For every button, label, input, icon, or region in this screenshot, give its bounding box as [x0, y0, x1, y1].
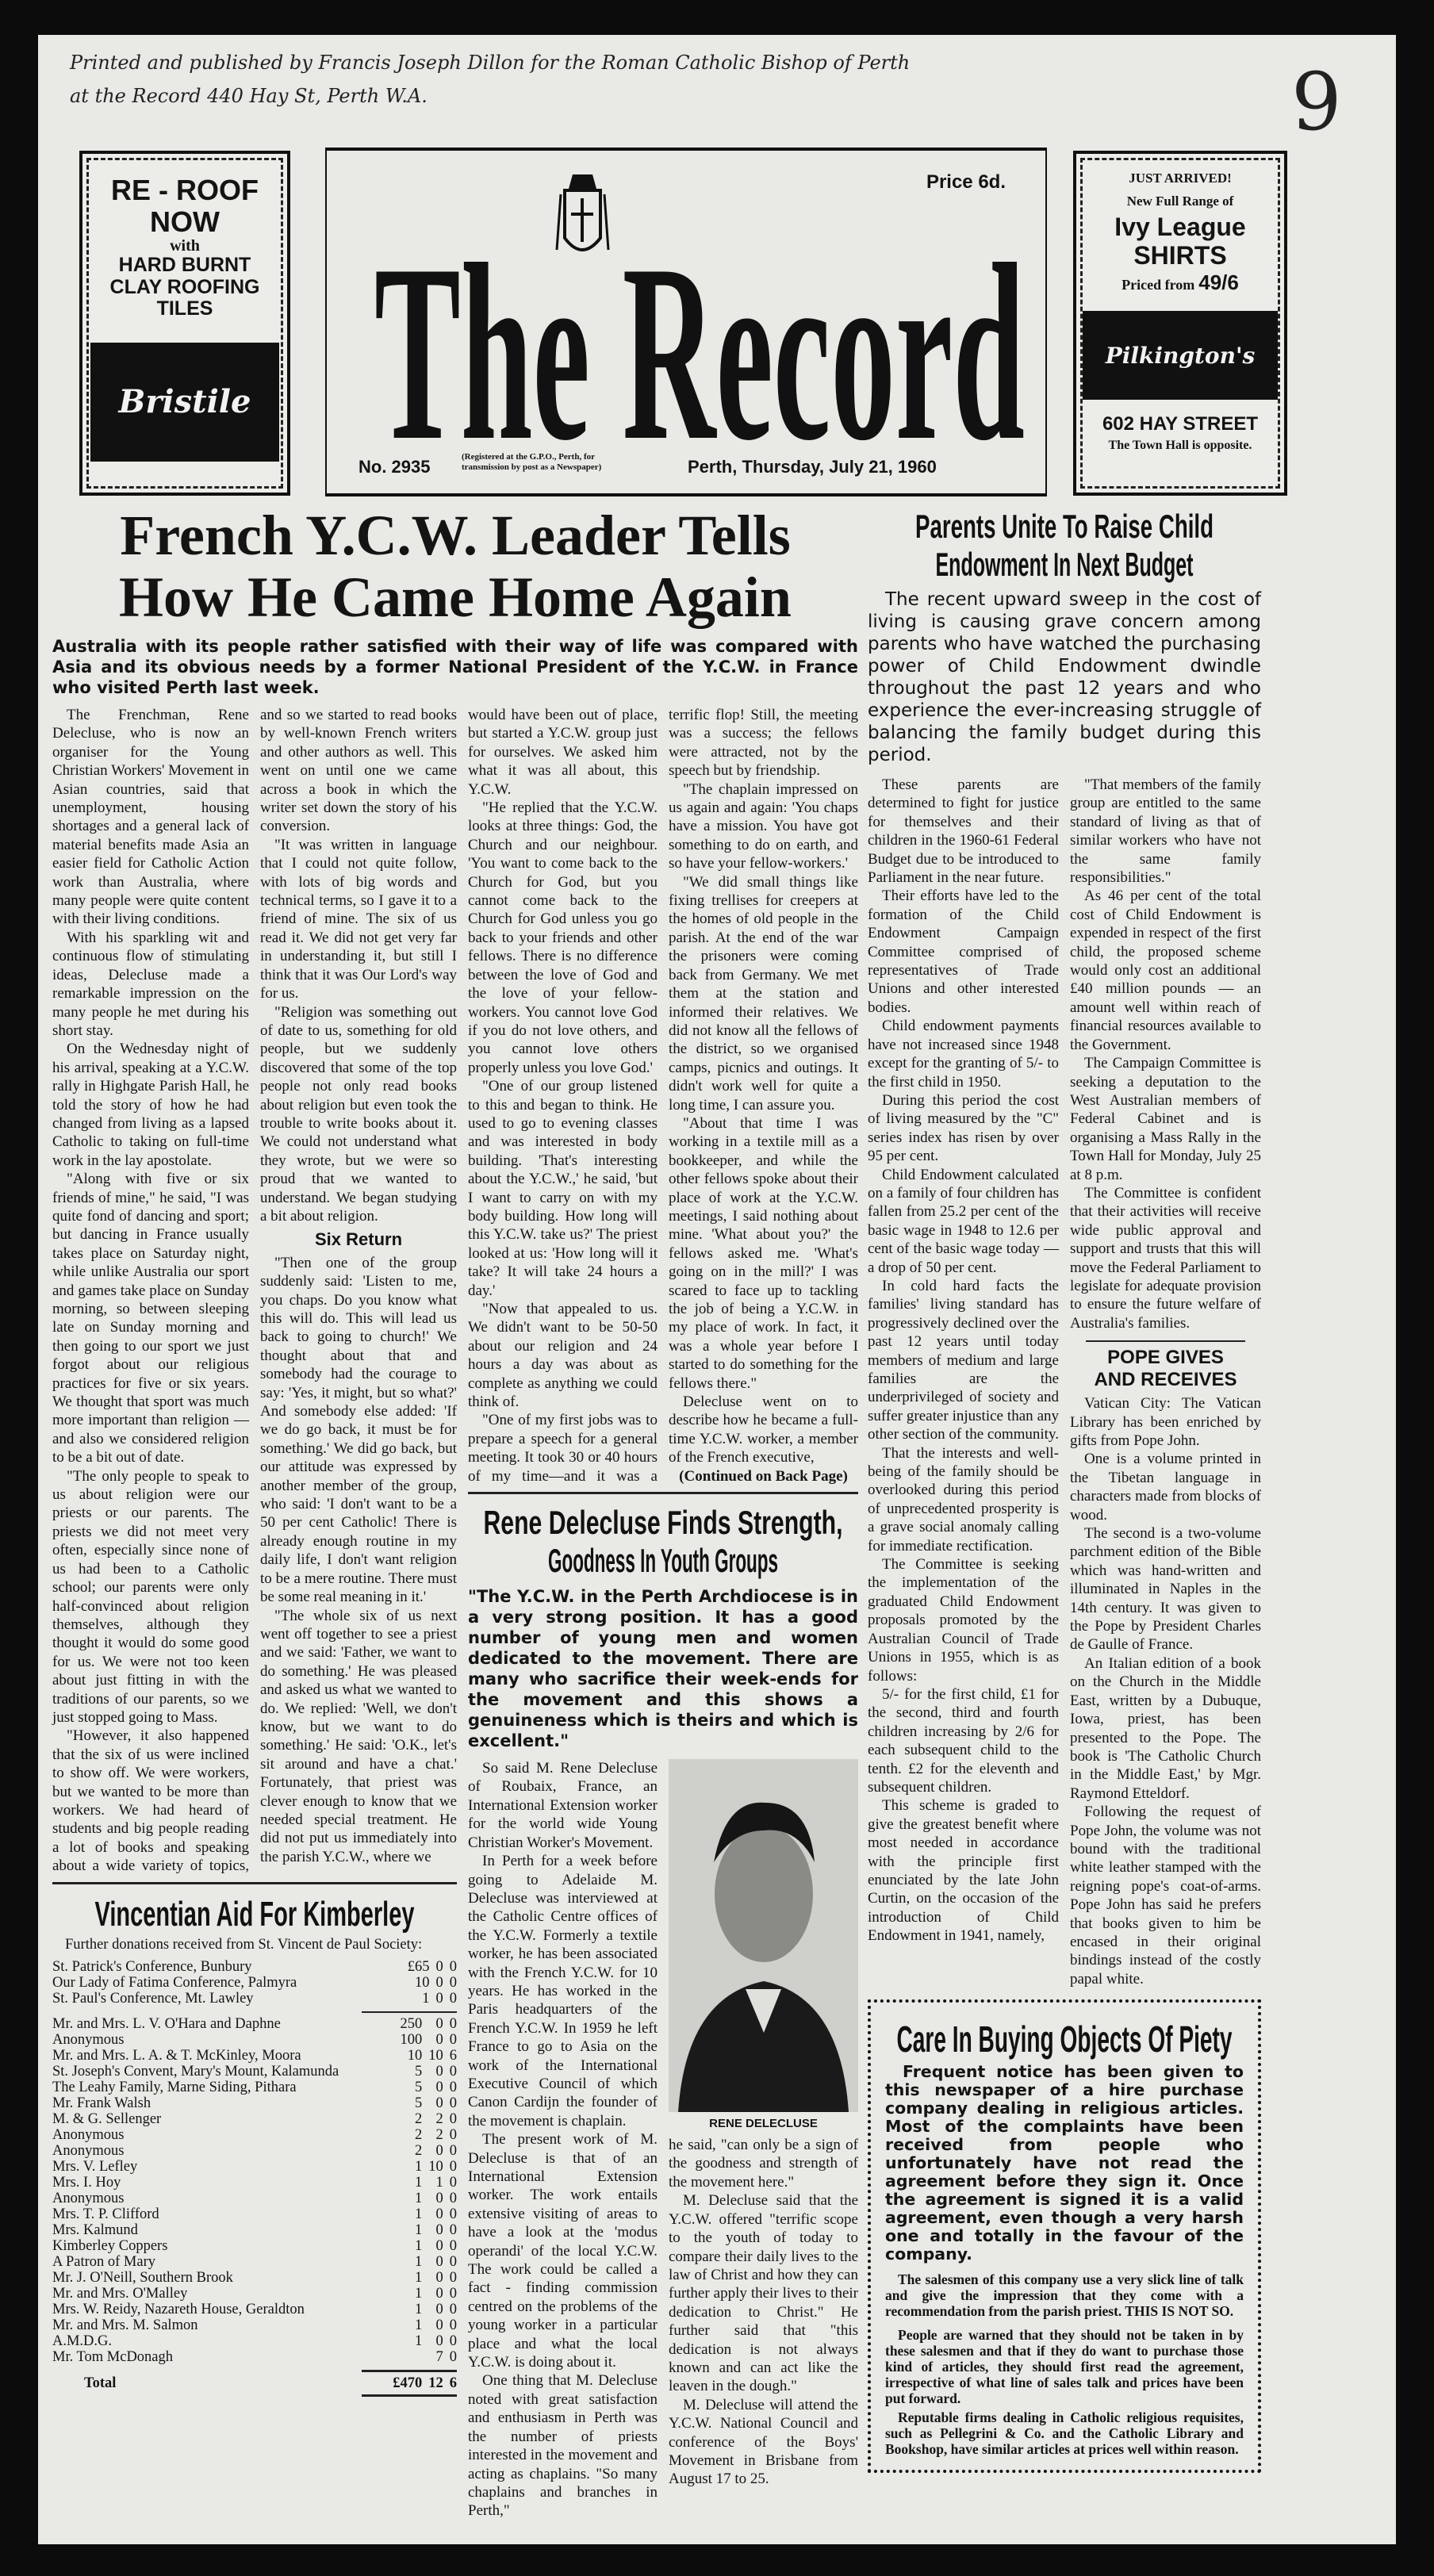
donation-name: Mr. and Mrs. L. V. O'Hara and Daphne	[52, 2015, 281, 2032]
ad-line: SHIRTS	[1133, 240, 1227, 270]
donation-shillings: 0	[435, 2015, 443, 2032]
ad-line: New Full Range of	[1126, 193, 1234, 209]
donation-pence: 0	[449, 2158, 457, 2175]
paragraph: Child endowment payments have not increased since 1948 except for the granting of 5/- to the first child in 1950.	[868, 1018, 1059, 1091]
endowment-headline	[868, 504, 1261, 584]
donation-pence: 0	[449, 2095, 457, 2111]
donation-pence: 0	[449, 2301, 457, 2317]
donation-pounds: 5	[415, 2079, 423, 2095]
piety-lead: Frequent notice has been given to this newspaper of a hire purchase company dealing in religious articles. Most of the complaints have been received from people who unfortunately have not read the agreement before they sign it. Once the agreement is signed it is a valid agreement, even though a very harsh one and totally in the favour of the company.	[885, 2062, 1244, 2264]
donation-shillings: 10	[428, 2158, 443, 2175]
paragraph: "Religion was something out of date to us, something for old people, but we suddenly discovered that some of the top people not only read books about religion but even took the trouble to write books about it. We could not understand what they wrote, but we were so proud that we wanted to understand. We began studying a bit about religion.	[260, 1003, 457, 1225]
donation-shillings: 0	[435, 2095, 443, 2111]
delecluse-column-2	[669, 1759, 858, 2489]
delecluse-columns	[468, 1759, 858, 2520]
masthead-title	[327, 151, 1045, 446]
donation-pounds: 1	[422, 1990, 430, 2007]
donation-shillings: 2	[435, 2110, 443, 2127]
donations-total	[52, 2375, 457, 2391]
donation-shillings: 0	[435, 1958, 443, 1975]
paragraph: The Committee is seeking the implementation of the graduated Child Endowment proposals promoted by the Australian Council of Trade Unions in 1955, which is as follows:	[868, 1556, 1059, 1685]
donation-pence: 0	[449, 1958, 457, 1975]
donation-shillings: 0	[435, 2142, 443, 2159]
donation-name: Mrs. Kalmund	[52, 2221, 138, 2238]
donation-pounds: 250	[400, 2015, 423, 2032]
paragraph: That the interests and well-being of the family should be overlooked during this period of unprecedented prosperity is a grave social anomaly calling for immediate rectification.	[868, 1444, 1059, 1554]
paragraph: "That members of the family group are entitled to the same standard of living as that of similar workers who have not the same family responsibilities."	[1070, 776, 1261, 887]
paragraph: "About that time I was working in a textile mill as a bookkeeper, and while the other fellows spoke about their place of work at the Y.C.W. meetings, I said nothing about mine. 'What about you?' the fellows asked me. 'What's going on in the mill?' I was scared to face up to tackling the job of being a Y.C.W. in my place of work. In fact, it was a whole year before I started to do something for the fellows there."	[669, 1114, 858, 1392]
paragraph: Delecluse went on to describe how he became a full-time Y.C.W. worker, a member of the French executive,	[669, 1393, 858, 1466]
photo-caption: RENE DELECLUSE	[709, 2117, 818, 2131]
donation-name: Mr. and Mrs. L. A. & T. McKinley, Moora	[52, 2047, 301, 2064]
handwritten-page-mark: 9	[1291, 56, 1342, 148]
donation-shillings: 0	[435, 2269, 443, 2286]
donation-pence: 0	[449, 2348, 457, 2365]
donation-name: Anonymous	[52, 2190, 125, 2206]
donation-pounds: 1	[415, 2269, 423, 2286]
donation-name: Mr. J. O'Neill, Southern Brook	[52, 2269, 233, 2286]
masthead-title-text: The Record	[374, 213, 1025, 446]
donation-pounds: 1	[415, 2253, 423, 2270]
page-body	[38, 504, 1396, 2520]
donation-pence: 0	[449, 2110, 457, 2127]
paragraph: Vatican City: The Vatican Library has been enriched by gifts from Pope John.	[1070, 1395, 1261, 1449]
paragraph: "It was written in language that I could not quite follow, with lots of big words and technical terms, so I gave it to a friend of mine. The six of us read it. We did not get very far in understanding it, but still I think that it was Our Lord's way for us.	[260, 836, 457, 1002]
donation-name: Anonymous	[52, 2031, 125, 2048]
donation-shillings: 0	[435, 2285, 443, 2302]
donation-shillings: 0	[435, 2190, 443, 2206]
donation-pounds: 5	[415, 2095, 423, 2111]
left-columns	[52, 706, 858, 2520]
endowment-deck: The recent upward sweep in the cost of living is causing grave concern among parents who have watched the purchasing power of Child Endowment dwindle throughout the past 12 years and who experience the ever-increasing struggle of balancing the family budget during this period.	[868, 589, 1261, 765]
donations-table-individuals	[52, 2016, 457, 2365]
delecluse-body-part-1	[468, 1759, 658, 2520]
donation-row	[52, 2159, 457, 2175]
donation-row	[52, 1959, 457, 1975]
donation-pounds: 2	[415, 2142, 423, 2159]
subheading: Six Return	[314, 1229, 403, 1250]
delecluse-headline	[468, 1501, 858, 1580]
donation-shillings: 0	[435, 2031, 443, 2048]
donation-row	[52, 2016, 457, 2032]
donation-row	[52, 2191, 457, 2206]
paragraph: In cold hard facts the families' living standard has progressively declined over the past 12 years until today members of medium and large families are the underprivileged of society and suffer greater injustice than any other section of the community.	[868, 1277, 1059, 1443]
donation-pounds: 1	[415, 2285, 423, 2302]
donation-shillings: 0	[435, 2237, 443, 2254]
donation-shillings: 0	[435, 1990, 443, 2007]
headline-line: How He Came Home Again	[119, 565, 792, 629]
donation-shillings: 10	[428, 2047, 443, 2064]
donation-pounds: 5	[415, 2063, 423, 2080]
pope-body	[1070, 1394, 1261, 1988]
piety-headline-text: Care In Buying Objects Of Piety	[896, 2018, 1233, 2060]
shirts-advert	[1073, 151, 1287, 496]
headline-line: Goodness In Youth Groups	[548, 1542, 778, 1580]
donation-pounds: 1	[415, 2221, 423, 2238]
donation-pounds: 1	[415, 2190, 423, 2206]
masthead	[325, 148, 1047, 496]
donation-shillings: 7	[435, 2348, 443, 2365]
ycw-deck: Australia with its people rather satisfied with their way of life was compared with Asia and its obvious needs by a former National President of the Y.C.W. in France who visited Perth last week.	[52, 637, 858, 697]
right-half	[468, 706, 858, 2520]
donation-row	[52, 1991, 457, 2007]
donation-name: The Leahy Family, Marne Siding, Pithara	[52, 2079, 297, 2095]
donation-row	[52, 2286, 457, 2302]
headline-line: French Y.C.W. Leader Tells	[120, 504, 791, 567]
donation-row	[52, 2222, 457, 2238]
donation-row	[52, 2270, 457, 2286]
donation-name: Mrs. I. Hoy	[52, 2174, 121, 2191]
donation-pence: 0	[449, 2063, 457, 2080]
endowment-column-2	[1070, 776, 1261, 1988]
dateline: Perth, Thursday, July 21, 1960	[688, 457, 937, 477]
ad-line: Ivy League	[1114, 213, 1246, 242]
paragraph: On the Wednesday night of his arrival, speaking at a Y.C.W. rally in Highgate Parish Hall, he told the story of how he had changed from living as a lapsed Catholic to taking on full-time work in the lay apostolate.	[52, 1041, 249, 1169]
paragraph: Their efforts have led to the formation of the Child Endowment Campaign Committee comprised of representatives of Trade Unions and other interested bodies.	[868, 887, 1059, 1016]
donation-pounds: 1	[415, 2317, 423, 2333]
paragraph: "We did small things like fixing trellises for creepers at the homes of old people in the parish. At the end of the war the prisoners were coming back from Germany. We met them at the station and informed their relatives. We did not know all the fellows of the district, so we organised camps, picnics and outings. It didn't work well for quite a long time, I can assure you.	[669, 873, 858, 1114]
donation-shillings: 0	[435, 2079, 443, 2095]
donation-pence: 6	[449, 2047, 457, 2064]
donation-row	[52, 2302, 457, 2317]
ad-line: NOW	[150, 205, 220, 238]
donation-name: Mrs. V. Lefley	[52, 2158, 138, 2175]
donation-name: A Patron of Mary	[52, 2253, 155, 2270]
donation-row	[52, 2032, 457, 2048]
page-header	[38, 35, 1396, 504]
paragraph: The present work of M. Delecluse is that of an International Extension worker. The work entails extensive visiting of areas to have a look at the 'modus operandi' of the local Y.C.W. The work could be called a fact - finding commission centred on the problems of the young worker in a particular place and what the local Y.C.W. is doing about it.	[468, 2131, 658, 2371]
donation-name: Anonymous	[52, 2142, 125, 2159]
total-pounds: £470	[393, 2375, 423, 2391]
donation-row	[52, 2111, 457, 2127]
paragraph: he said, "can only be a sign of the goodness and strength of the movement here."	[669, 2137, 858, 2191]
donation-row	[52, 2238, 457, 2254]
ad-note: The Town Hall is opposite.	[1108, 438, 1252, 452]
price-label: Priced from	[1122, 276, 1195, 293]
paragraph: Child Endowment calculated on a family of four children has fallen from 25.2 per cent of the basic wage in 1948 to 12.6 per cent of the basic wage today — a drop of 50 per cent.	[868, 1166, 1059, 1276]
ad-line: JUST ARRIVED!	[1129, 171, 1232, 186]
donation-name: St. Patrick's Conference, Bunbury	[52, 1958, 252, 1975]
paragraph: "One of our group listened to this and began to think. He used to go to evening classes and was interested in body building. 'That's interesting about the Y.C.W.,' he said, 'but I want to carry on with my body building. How long will this Y.C.W. take us?' The priest looked at us: 'How long will it take? It will take 24 hours a day.'	[468, 1078, 658, 1299]
donation-pence: 0	[449, 2031, 457, 2048]
headline-line: Rene Delecluse Finds Strength,	[483, 1504, 843, 1542]
handwritten-imprint-line-2: at the Record 440 Hay St, Perth W.A.	[70, 85, 428, 107]
donation-pounds: 1	[415, 2206, 423, 2222]
endowment-body-col-1	[868, 776, 1059, 1945]
donation-pence: 0	[449, 2269, 457, 2286]
donation-pounds: 2	[415, 2110, 423, 2127]
paragraph: The second is a two-volume parchment edition of the Bible which was hand-written and illuminated in Naples in the 14th century. It was given to the Pope by President Charles de Gaulle of France.	[1070, 1525, 1261, 1654]
paragraph: These parents are determined to fight for justice for themselves and their children in the 1960-61 Federal Budget due to be introduced to Parliament in the near future.	[868, 776, 1059, 887]
donation-name: St. Joseph's Convent, Mary's Mount, Kalamunda	[52, 2063, 339, 2080]
donation-shillings: 0	[435, 2063, 443, 2080]
donation-shillings: 0	[435, 2253, 443, 2270]
donation-name: Mrs. T. P. Clifford	[52, 2206, 159, 2222]
donation-name: A.M.D.G.	[52, 2333, 113, 2349]
donation-pence: 0	[449, 2174, 457, 2191]
paragraph: With his sparkling wit and continuous flow of stimulating ideas, Delecluse made a remarkable impression on the many people he met during his short stay.	[52, 929, 249, 1039]
piety-paragraph: Reputable firms dealing in Catholic religious requisites, such as Pellegrini & Co. and the Catholic Library and Bookshop, have similar articles at prices well within reason.	[885, 2409, 1244, 2458]
vincentian-headline	[52, 1891, 457, 1934]
donation-pounds: 1	[415, 2301, 423, 2317]
paragraph: So said M. Rene Delecluse of Roubaix, France, an International Extension worker for the world wide Young Christian Worker's Movement.	[468, 1760, 658, 1851]
donation-pence: 0	[449, 2206, 457, 2222]
paragraph: One is a volume printed in the Tibetan language in characters made from blocks of wood.	[1070, 1451, 1261, 1524]
paragraph: "However, it also happened that the six of us were inclined to show off. We were workers, but we wanted to be more than workers. We had heard of students and big people reading a lot of books and speaking about a wide variety of topics, and so we started to read books by well-known French writers and other authors as well. This went on until one we came across a book in which the writer set down the story of his conversion.	[52, 707, 457, 1875]
price: Price 6d.	[926, 171, 1006, 193]
ycw-body-part-2	[468, 706, 858, 1485]
vincentian-notice	[52, 1891, 457, 2397]
paragraph: "The whole six of us next went off together to see a priest and we said: 'Father, we want to do something.' He was pleased and asked us what we wanted to do. We replied: 'Well, we don't know, but we want to do something.' He said: 'O.K., let's sit around and have a chat.' Fortunately, that priest was clever enough to know that we needed special treatment. He did not put us immediately into the parish Y.C.W., where we	[260, 1607, 457, 1865]
divider	[1086, 1340, 1245, 1342]
paragraph: "Then one of the group suddenly said: 'Listen to me, you chaps. Do you know what this will do. This will lead us back to going to church!' We thought about that and somebody had the courage to say: 'Yes, it might, but so what?' And somebody else added: 'If we do go back, it must be for something.' We did go back, but our attitude was expressed by another member of the group, who said: 'I don't want to be a 50 per cent Catholic! There is already enough routine in my daily life, I don't want religion to be a mere routine. There must be some real meaning in it.'	[260, 1254, 457, 1606]
headline-line: POPE GIVES	[1107, 1347, 1224, 1369]
donation-shillings: 0	[435, 2206, 443, 2222]
rene-delecluse-photo	[669, 1759, 858, 2112]
paragraph: M. Delecluse said that the Y.C.W. offered "terrific scope to the youth of today to compare their daily lives to the law of Christ and how they can further apply their lives to their dedication to Christ." He further said that "this dedication is not always known and can act like the leaven in the dough."	[669, 2192, 858, 2395]
vincentian-intro: Further donations received from St. Vincent de Paul Society:	[65, 1936, 423, 1953]
ad-line: with	[170, 237, 200, 255]
donation-pounds: 1	[415, 2158, 423, 2175]
delecluse-deck: "The Y.C.W. in the Perth Archdiocese is in a very strong position. It has a good number of young men and women dedicated to the movement. There are many who sacrifice their week-ends for the movement and this shows a genuineness which is theirs and which is excellent."	[468, 1587, 858, 1751]
donation-row	[52, 2317, 457, 2333]
donation-row	[52, 2175, 457, 2191]
donation-pounds: 2	[415, 2126, 423, 2143]
donation-name: St. Paul's Conference, Mt. Lawley	[52, 1990, 254, 2007]
paragraph: The Frenchman, Rene Delecluse, who is now an organiser for the Young Christian Workers' Movement in Asian countries, said that unemployment, housing shortages and a general lack of material benefits made Asia an easier field for Catholic Action work than Australia, where many people were quite content with their living conditions.	[52, 707, 249, 928]
right-region	[868, 504, 1261, 2520]
paragraph: During this period the cost of living measured by the "C" series index has risen by over 95 per cent.	[868, 1091, 1059, 1165]
donation-pounds	[394, 2349, 423, 2365]
donation-name: Mr. Tom McDonagh	[52, 2348, 174, 2365]
paragraph: "One of my first jobs was to prepare a speech for a general meeting. It took 30 or 40 hours of my time—and it was a terrific flop! Still, the meeting was a success; the fellows were attracted, not by the speech but by friendship.	[468, 707, 858, 1485]
paragraph: In Perth for a week before going to Adelaide M. Delecluse was interviewed at the Catholic Centre offices of the Y.C.W. Formerly a textile worker, he has been associated with the French Y.C.W. for 10 years. He has worked in the Paris headquarters of the French Y.C.W. In 1959 he left France to go to Asia on the work of the International Executive Council of which Canon Cardijn the founder of the movement is chaplain.	[468, 1853, 658, 2129]
donation-name: Mr. and Mrs. M. Salmon	[52, 2317, 198, 2333]
donation-pounds: 100	[400, 2031, 423, 2048]
donation-pence: 0	[449, 1990, 457, 2007]
donation-shillings: 2	[435, 2126, 443, 2143]
donation-row	[52, 2349, 457, 2365]
paragraph: The Campaign Committee is seeking a deputation to the West Australian members of Federal Cabinet and is organising a Mass Rally in the Town Hall for Monday, July 25 at 8 p.m.	[1070, 1055, 1261, 1183]
paragraph: An Italian edition of a book on the Church in the Middle East, written by a Dubuque, Iowa, priest, has been presented to the Pope. The book is 'The Catholic Church in the Middle East,' by Mgr. Raymond Etteldorf.	[1070, 1654, 1261, 1802]
delecluse-body-part-2	[669, 2136, 858, 2489]
total-label: Total	[84, 2375, 117, 2391]
piety-paragraph: The salesmen of this company use a very slick line of talk and give the impression that they come with a recommendation from the parish priest. THIS IS NOT SO.	[885, 2271, 1244, 2320]
pope-article	[1070, 1347, 1261, 1988]
headline-line: Endowment In Next Budget	[935, 546, 1194, 583]
paragraph: "Now that appealed to us. We didn't want to be 50-50 about our religion and 24 hours a day was about as complete as anything we could think of.	[468, 1301, 658, 1411]
portrait-icon	[669, 1759, 858, 2112]
divider	[52, 1882, 457, 1884]
donation-row	[52, 2095, 457, 2111]
donation-row	[52, 2127, 457, 2143]
issue-number: No. 2935	[358, 457, 431, 477]
paragraph: The Committee is confident that their activities will receive wide public approval and support and trusts that this will move the Federal Parliament to legislate for adequate provision to ensure the future welfare of Australia's families.	[1070, 1184, 1261, 1332]
donation-shillings: 0	[435, 1974, 443, 1991]
donation-shillings: 0	[435, 2333, 443, 2349]
paragraph: "The only people to speak to us about religion were our priests or our parents. The priests we did not meet very often, especially since none of us had been to a Catholic school; our parents were only half-convinced about religion themselves, although they thought it would do some good for us. We were not too keen about just fitting in with the traditions of our parents, so we just stopped going to Mass.	[52, 1467, 249, 1726]
donation-pence: 0	[449, 2285, 457, 2302]
donation-pence: 0	[449, 2015, 457, 2032]
donation-pounds: 10	[407, 2047, 423, 2064]
paragraph: "He replied that the Y.C.W. looks at three things: God, the Church and our neighbour. 'You want to come back to the Church for God, but you cannot come back to the Church for God unless you go back to your friends and other fellows. There is no difference between the love of God and the love of your fellow-workers. You cannot love God if you do not love others, and you cannot love others properly unless you love God.'	[468, 799, 658, 1076]
donation-row	[52, 2064, 457, 2080]
donation-name: Our Lady of Fatima Conference, Palmyra	[52, 1974, 297, 1991]
donation-name: Mrs. W. Reidy, Nazareth House, Geraldton	[52, 2301, 305, 2317]
donation-shillings: 0	[435, 2301, 443, 2317]
donation-row	[52, 2048, 457, 2064]
paragraph: As 46 per cent of the total cost of Child Endowment is expended in respect of the first child, the proposed scheme would only cost an additional £40 million pounds — an amount well within reach of financial resources available to the Government.	[1070, 887, 1261, 1053]
donation-name: Kimberley Coppers	[52, 2237, 168, 2254]
paragraph: (Continued on Back Page)	[679, 1467, 848, 1485]
vincentian-headline-text: Vincentian Aid For Kimberley	[94, 1894, 415, 1934]
total-shillings: 12	[428, 2375, 443, 2391]
donation-name: M. & G. Sellenger	[52, 2110, 162, 2127]
roofing-advert	[79, 151, 290, 496]
headline-line: Parents Unite To Raise Child	[915, 508, 1214, 545]
donation-shillings: 1	[435, 2174, 443, 2191]
donation-shillings: 0	[435, 2317, 443, 2333]
donation-pence: 0	[449, 2221, 457, 2238]
paragraph: would have been out of place, but started a Y.C.W. group just for ourselves. We asked him what it was all about, this Y.C.W.	[468, 707, 658, 798]
endowment-body-col-2	[1070, 776, 1261, 1332]
paragraph: "Along with five or six friends of mine," he said, "I was quite fond of dancing and sport; but dancing in France usually takes place on Saturday night, while unlike Australia our sport and games take place on Sunday morning, so between sleeping late on Sunday morning and then going to our sport we just forgot about our religious practices for five or six years. We thought that sport was much more important than religion — and also we considered religion to be a bit out of date.	[52, 1171, 249, 1466]
left-half	[52, 706, 457, 2397]
ad-line: TILES	[156, 297, 213, 320]
divider	[468, 1492, 858, 1494]
endowment-columns	[868, 776, 1261, 1988]
donation-pence: 0	[449, 2142, 457, 2159]
piety-notice-box	[868, 1999, 1261, 2473]
donation-pence: 0	[449, 2333, 457, 2349]
donations-table-conferences	[52, 1959, 457, 2007]
donation-pence: 0	[449, 2253, 457, 2270]
ycw-headline	[52, 504, 858, 628]
donation-pounds: 1	[415, 2174, 423, 2191]
pilkingtons-logo: Pilkington's	[1083, 311, 1278, 400]
donation-row	[52, 2333, 457, 2349]
total-pence: 6	[449, 2375, 457, 2391]
paragraph: M. Delecluse will attend the Y.C.W. National Council and conference of the Boys' Movement in Brisbane from August 17 to 25.	[669, 2396, 858, 2488]
donation-row	[52, 2206, 457, 2222]
piety-paragraph: People are warned that they should not be taken in by these salesmen and that if they do want to purchase those kind of articles, they should first read the agreement, irrespective of what line of sales talk and prices have been put forward.	[885, 2327, 1244, 2407]
ad-line: HARD BURNT	[118, 254, 251, 277]
donation-pence: 0	[449, 2126, 457, 2143]
ycw-body-part-1	[52, 706, 457, 1876]
paragraph: Following the request of Pope John, the volume was not bound with the traditional white leather stamped with the reigning pope's coat-of-arms. Pope John has said he prefers that books given to him be encased in their original bindings instead of the costly papal white.	[1070, 1804, 1261, 1988]
donation-pence: 0	[449, 1974, 457, 1991]
donation-row	[52, 2143, 457, 2159]
donation-pence: 0	[449, 2317, 457, 2333]
pope-headline	[1070, 1347, 1261, 1391]
ad-address: 602 HAY STREET	[1102, 413, 1259, 435]
donation-name: Mr. and Mrs. O'Malley	[52, 2285, 188, 2302]
donation-pounds: £65	[407, 1958, 430, 1975]
ad-line: RE - ROOF	[111, 174, 259, 206]
donation-row	[52, 1975, 457, 1991]
handwritten-imprint-line-1: Printed and published by Francis Joseph Dillon for the Roman Catholic Bishop of Perth	[70, 52, 911, 74]
donation-pence: 0	[449, 2237, 457, 2254]
donation-row	[52, 2254, 457, 2270]
donation-pence: 0	[449, 2079, 457, 2095]
donation-pounds: 10	[415, 1974, 430, 1991]
donation-pounds: 1	[415, 2237, 423, 2254]
ad-line: CLAY ROOFING	[109, 275, 260, 298]
donation-pounds: 1	[415, 2333, 423, 2349]
donation-name: Anonymous	[52, 2126, 125, 2143]
donation-pence: 0	[449, 2190, 457, 2206]
paragraph: "The chaplain impressed on us again and again: 'You chaps have a mission. You have got something to do on earth, and so have your fellow-workers.'	[669, 780, 858, 872]
paragraph: This scheme is graded to give the greatest benefit where most needed in accordance with the principle first enunciated by the late John Curtin, on the occasion of the introduction of Child Endowment in 1941, namely,	[868, 1797, 1059, 1945]
shirt-price: 49/6	[1198, 270, 1239, 294]
bristile-logo: Bristile	[90, 343, 279, 462]
paragraph: 5/- for the first child, £1 for the second, third and fourth children increasing by 2/6 for each subsequent child to the tenth. £2 for the eleventh and subsequent children.	[868, 1685, 1059, 1796]
headline-line: AND RECEIVES	[1094, 1369, 1237, 1391]
piety-headline	[891, 2015, 1237, 2060]
left-region	[52, 504, 858, 2520]
newspaper-page	[38, 35, 1396, 2544]
donation-name: Mr. Frank Walsh	[52, 2095, 151, 2111]
donation-row	[52, 2080, 457, 2095]
donation-shillings: 0	[435, 2221, 443, 2238]
paragraph: One thing that M. Delecluse noted with great satisfaction and enthusiasm in Perth was the number of priests interested in the movement and acting as chaplains. "So many chaplains and branches in Perth,"	[468, 2372, 658, 2520]
registration-note: (Registered at the G.P.O., Perth, for transmission by post as a Newspaper)	[462, 452, 602, 472]
